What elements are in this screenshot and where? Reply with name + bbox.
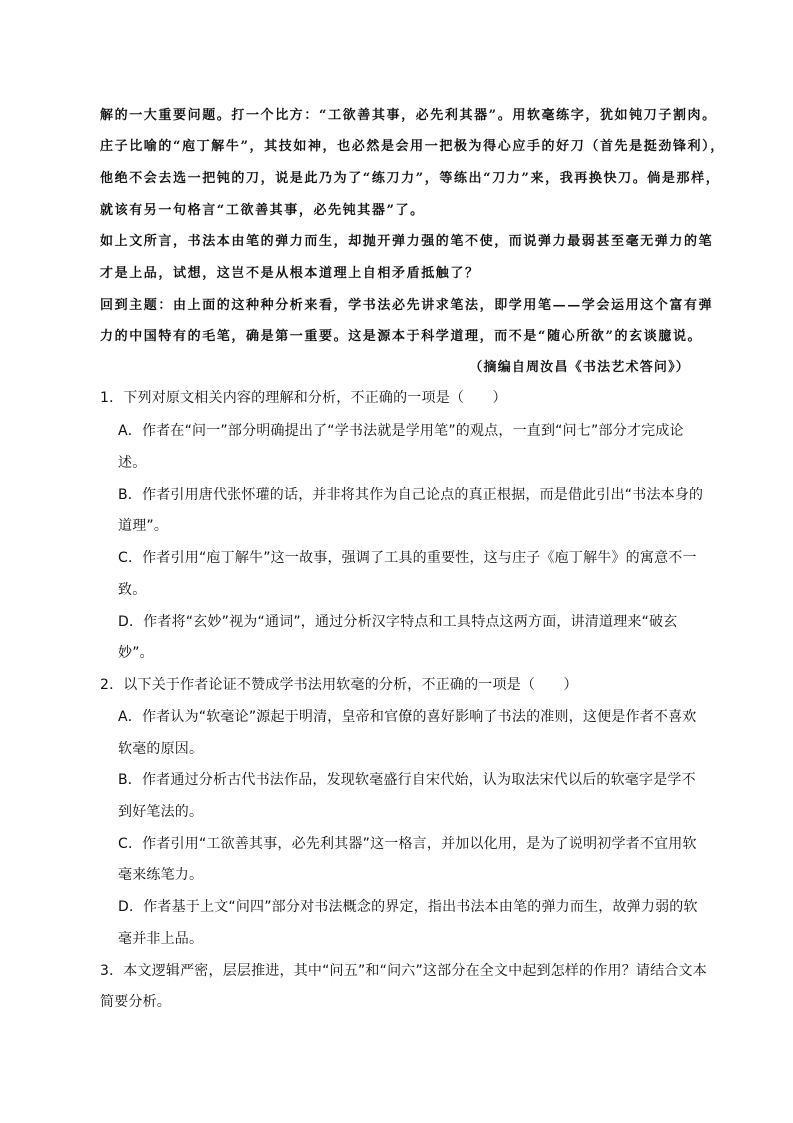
option-c-cont: 致。 xyxy=(118,582,147,598)
option-b-cont: 道理”。 xyxy=(118,518,169,534)
option-a-cont: 软毫的原因。 xyxy=(118,741,204,757)
option-d-cont: 毫并非上品。 xyxy=(118,931,204,947)
option-d[interactable]: D．作者基于上文“问四”部分对书法概念的界定，指出书法本由笔的弹力而生，故弹力弱的软 xyxy=(118,899,698,915)
passage-source: （摘编自周汝昌《书法艺术答问》） xyxy=(469,360,690,375)
option-a[interactable]: A．作者在“问一”部分明确提出了“学书法就是学用笔”的观点，一直到“问七”部分才完成论 xyxy=(118,423,684,439)
option-b[interactable]: B．作者通过分析古代书法作品，发现软毫盛行自宋代始，认为取法宋代以后的软毫字是学不 xyxy=(118,772,696,788)
passage-line: 回到主题：由上面的这种种分析来看，学书法必先讲求笔法，即学用笔——学会运用这个富有弹 xyxy=(100,298,714,313)
passage-line: 他绝不会去选一把钝的刀，说是此乃为了“练刀力”，等练出“刀力”来，我再换快刀。倘是那样， xyxy=(100,171,721,186)
passage-line: 力的中国特有的毛笔，确是第一重要。这是源本于科学道理，而不是“随心所欲”的玄谈臆说。 xyxy=(100,329,703,344)
option-c[interactable]: C．作者引用“工欲善其事，必先利其器”这一格言，并加以化用，是为了说明初学者不宜用软 xyxy=(118,836,697,852)
passage-line: 庄子比喻的“庖丁解牛”，其技如神，也必然是会用一把极为得心应手的好刀（首先是挺劲锋利）， xyxy=(100,139,725,154)
passage-line: 如上文所言，书法本由笔的弹力而生，却抛开弹力强的笔不使，而说弹力最弱甚至毫无弹力的笔 xyxy=(100,234,714,249)
passage-line: 解的一大重要问题。打一个比方：“工欲善其事，必先利其器”。用软毫练字，犹如钝刀子割肉。 xyxy=(100,108,717,123)
option-b-cont: 到好笔法的。 xyxy=(118,804,204,820)
option-d-cont: 妙”。 xyxy=(118,645,154,661)
option-a[interactable]: A．作者认为“软毫论”源起于明清，皇帝和官僚的喜好影响了书法的准则，这便是作者不喜欢 xyxy=(118,709,697,725)
option-b[interactable]: B．作者引用唐代张怀瓘的话，并非将其作为自己论点的真正根据，而是借此引出“书法本身的 xyxy=(118,487,704,503)
question-stem: 1．下列对原文相关内容的理解和分析，不正确的一项是（ ） xyxy=(100,390,507,406)
passage-line: 就该有另一句格言“工欲善其事，必先钝其器”了。 xyxy=(100,203,425,218)
question-stem-cont: 简要分析。 xyxy=(100,994,171,1010)
option-c-cont: 毫来练笔力。 xyxy=(118,867,204,883)
question-stem: 2．以下关于作者论证不赞成学书法用软毫的分析，不正确的一项是（ ） xyxy=(100,677,578,693)
question-stem: 3．本文逻辑严密，层层推进，其中“问五”和“问六”这部分在全文中起到怎样的作用？请结合文本 xyxy=(100,963,707,979)
passage-line: 才是上品，试想，这岂不是从根本道理上自相矛盾抵触了？ xyxy=(100,266,480,281)
option-a-cont: 述。 xyxy=(118,455,147,471)
option-c[interactable]: C．作者引用“庖丁解牛”这一故事，强调了工具的重要性，这与庄子《庖丁解牛》的寓意不一 xyxy=(118,550,697,566)
option-d[interactable]: D．作者将“玄妙”视为“通词”，通过分析汉字特点和工具特点这两方面，讲清道理来“破玄 xyxy=(118,614,678,630)
